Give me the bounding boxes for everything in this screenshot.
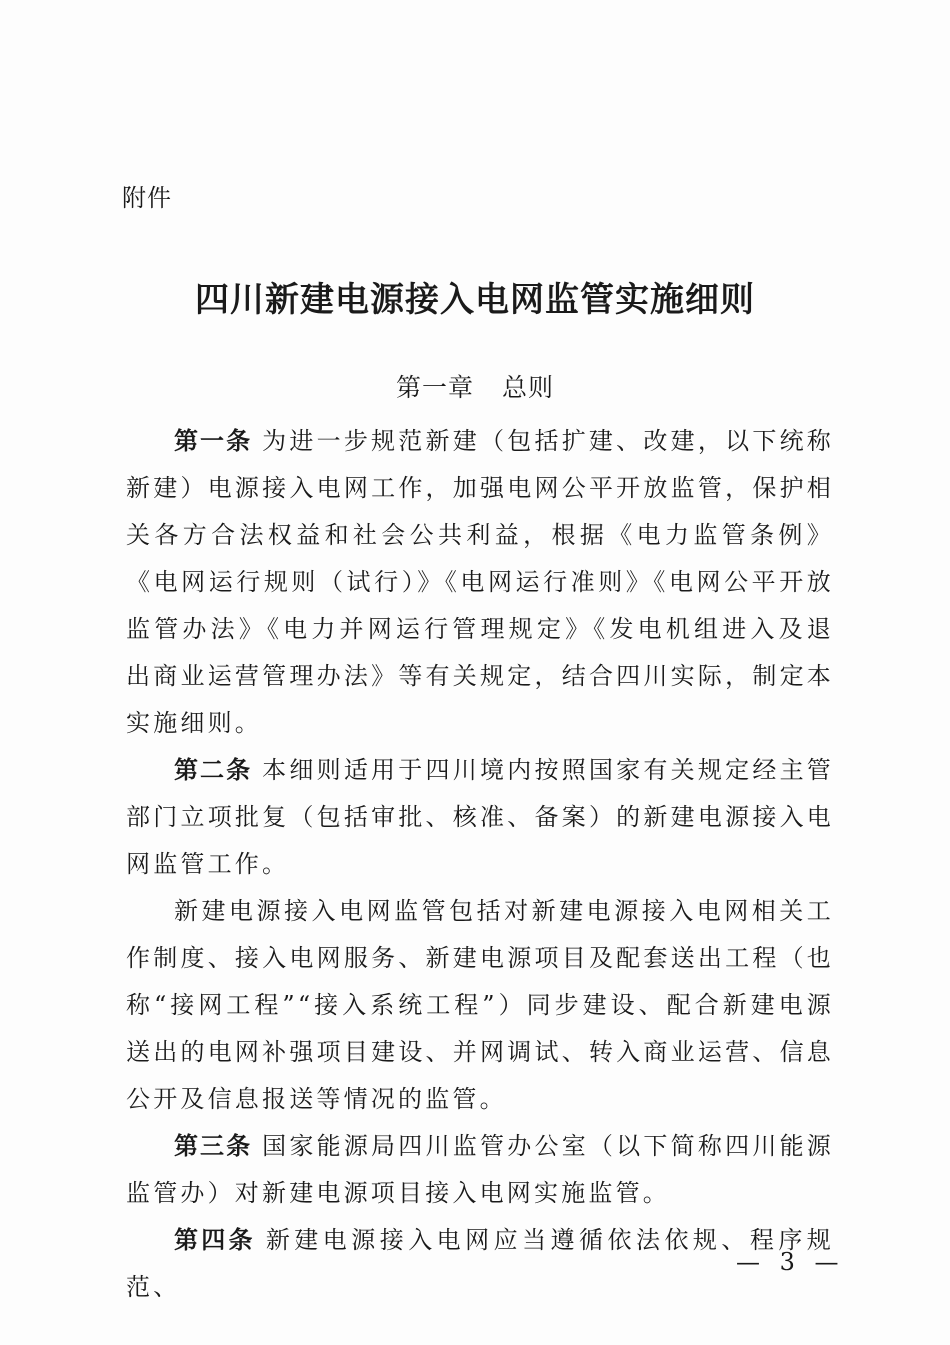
article-1 <box>126 418 834 747</box>
article-2-paragraph-2 <box>126 888 834 1123</box>
paragraph-text: 新建电源接入电网监管包括对新建电源接入电网相关工作制度、接入电网服务、新建电源项目及配套送出工程（也称“接网工程”“接入系统工程”）同步建设、配合新建电源送出的电网补强项目建设、并网调试、转入商业运营、信息公开及信息报送等情况的监管。 <box>126 897 834 1113</box>
article-text: 本细则适用于四川境内按照国家有关规定经主管部门立项批复（包括审批、核准、备案）的新建电源接入电网监管工作。 <box>126 756 835 878</box>
chapter-name: 总则 <box>502 373 555 402</box>
article-text: 新建电源接入电网应当遵循依法依规、程序规范、 <box>126 1226 835 1301</box>
article-label: 第四条 <box>174 1226 256 1254</box>
article-text: 为进一步规范新建（包括扩建、改建，以下统称新建）电源接入电网工作，加强电网公平开放监管，保护相关各方合法权益和社会公共利益，根据《电力监管条例》《电网运行规则（试行）》《电网运行准则》《电网公平开放监管办法》《电力并网运行管理规定》《发电机组进入及退出商业运营管理办法》等有关规定，结合四川实际，制定本实施细则。 <box>126 427 835 737</box>
article-text: 国家能源局四川监管办公室（以下简称四川能源监管办）对新建电源项目接入电网实施监管。 <box>126 1132 835 1207</box>
article-3 <box>126 1123 834 1217</box>
document-body <box>126 418 834 1311</box>
page-number: — 3 — <box>736 1248 845 1276</box>
article-2 <box>126 747 834 888</box>
article-label: 第二条 <box>174 756 253 784</box>
attachment-label: 附件 <box>122 184 172 212</box>
article-label: 第一条 <box>174 427 253 455</box>
article-label: 第三条 <box>174 1132 253 1160</box>
chapter-number: 第一章 <box>395 373 474 402</box>
document-title: 四川新建电源接入电网监管实施细则 <box>195 280 755 320</box>
article-4 <box>126 1217 834 1311</box>
chapter-heading <box>0 368 950 404</box>
